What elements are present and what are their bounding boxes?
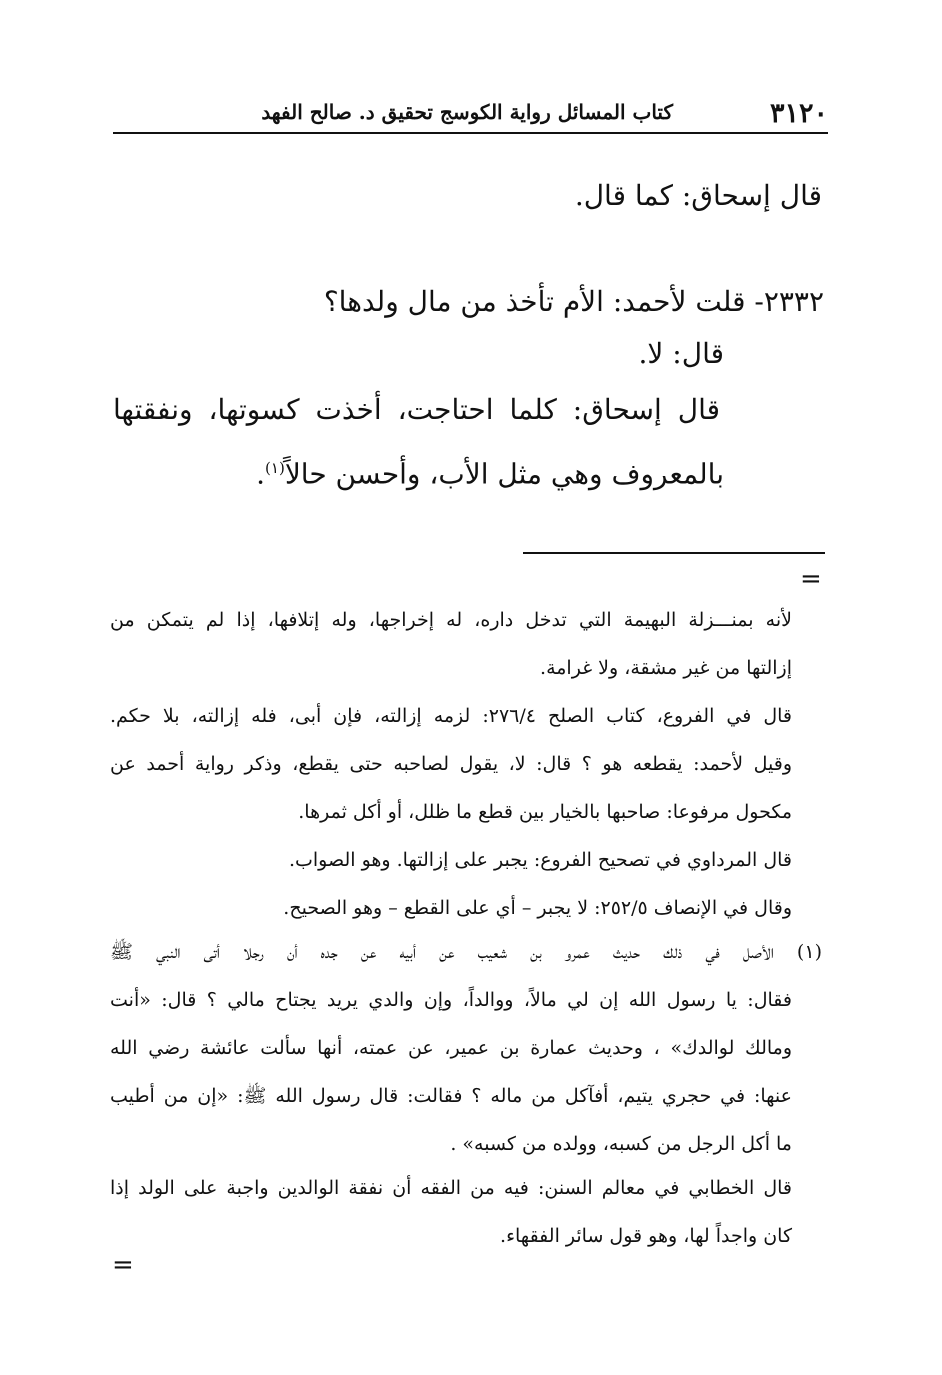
footnote-1-line: ما أكل الرجل من كسبه، وولده من كسبه» .	[450, 1133, 792, 1155]
continuation-mark-top: =	[800, 564, 822, 594]
footnote-continued-line: وقيل لأحمد: يقطعه هو ؟ قال: لا، يقول لصاحبه حتى يقطع، وذكر رواية أحمد عن	[110, 753, 792, 775]
ishaq-answer-text: بالمعروف وهي مثل الأب، وأحسن حالاً	[284, 457, 724, 491]
footnote-continued-line: وقال في الإنصاف ٢٥٢/٥: لا يجبر – أي على القطع – وهو الصحيح.	[283, 897, 792, 919]
ishaq-answer-line-1: قال إسحاق: كلما احتاجت، أخذت كسوتها، ونفقتها	[113, 393, 720, 426]
footnote-1-line: عنها: في حجري يتيم، أفآكل من ماله ؟ فقالت: قال رسول الله ﷺ: «إن من أطيب	[110, 1085, 792, 1107]
footnote-1-line: (١) الأصل في ذلك حديث عمرو بن شعيب عن أبيه عن جده أن رجلا أتى النبي ﷺ	[110, 941, 822, 963]
footnote-continued-line: قال المرداوي في تصحيح الفروع: يجبر على إزالتها. وهو الصواب.	[288, 849, 792, 871]
ishaq-answer-line-2	[256, 448, 724, 494]
footnote-1-line: قال الخطابي في معالم السنن: فيه من الفقه أن نفقة الوالدين واجبة على الولد إذا	[110, 1177, 792, 1199]
continuation-mark-bottom: =	[112, 1250, 134, 1280]
footnote-1-line: فقال: يا رسول الله إن لي مالاً، ووالداً، وإن والدي يريد يجتاح مالي ؟ قال: «أنت	[110, 989, 792, 1011]
footnote-1-line: كان واجداً لها، وهو قول سائر الفقهاء.	[500, 1225, 792, 1247]
ahmad-answer: قال: لا.	[638, 337, 724, 370]
footnote-continued-line: لأنه بمنـــزلة البهيمة التي تدخل داره، له إخراجها، وله إتلافها، إذا لم يتمكن من	[110, 609, 792, 631]
footnote-separator	[523, 552, 825, 554]
footnote-reference: (١)	[265, 459, 285, 477]
issue-number: ٢٣٣٢-	[754, 285, 824, 318]
footnote-continued-line: إزالتها من غير مشقة، ولا غرامة.	[540, 657, 792, 679]
footnote-continued-line: قال في الفروع، كتاب الصلح ٢٧٦/٤: لزمه إزالته، فإن أبى، فله إزالته، بلا حكم.	[110, 705, 792, 727]
issue-question: قلت لأحمد: الأم تأخذ من مال ولدها؟	[323, 285, 746, 318]
page-header	[113, 92, 828, 134]
ishaq-answer-period: .	[256, 457, 266, 491]
page-number: ٣١٢٠	[769, 98, 828, 129]
issue-question-line	[324, 282, 824, 322]
ishaq-previous-answer: قال إسحاق: كما قال.	[574, 179, 822, 212]
running-title: كتاب المسائل رواية الكوسج تحقيق د. صالح الفهد	[261, 100, 673, 124]
footnote-1-line: ومالك لوالدك» ، وحديث عمارة بن عمير، عن عمته، أنها سألت عائشة رضي الله	[110, 1037, 792, 1059]
footnote-continued-line: مكحول مرفوعا: صاحبها بالخيار بين قطع ما ظلل، أو أكل ثمرها.	[298, 801, 792, 823]
